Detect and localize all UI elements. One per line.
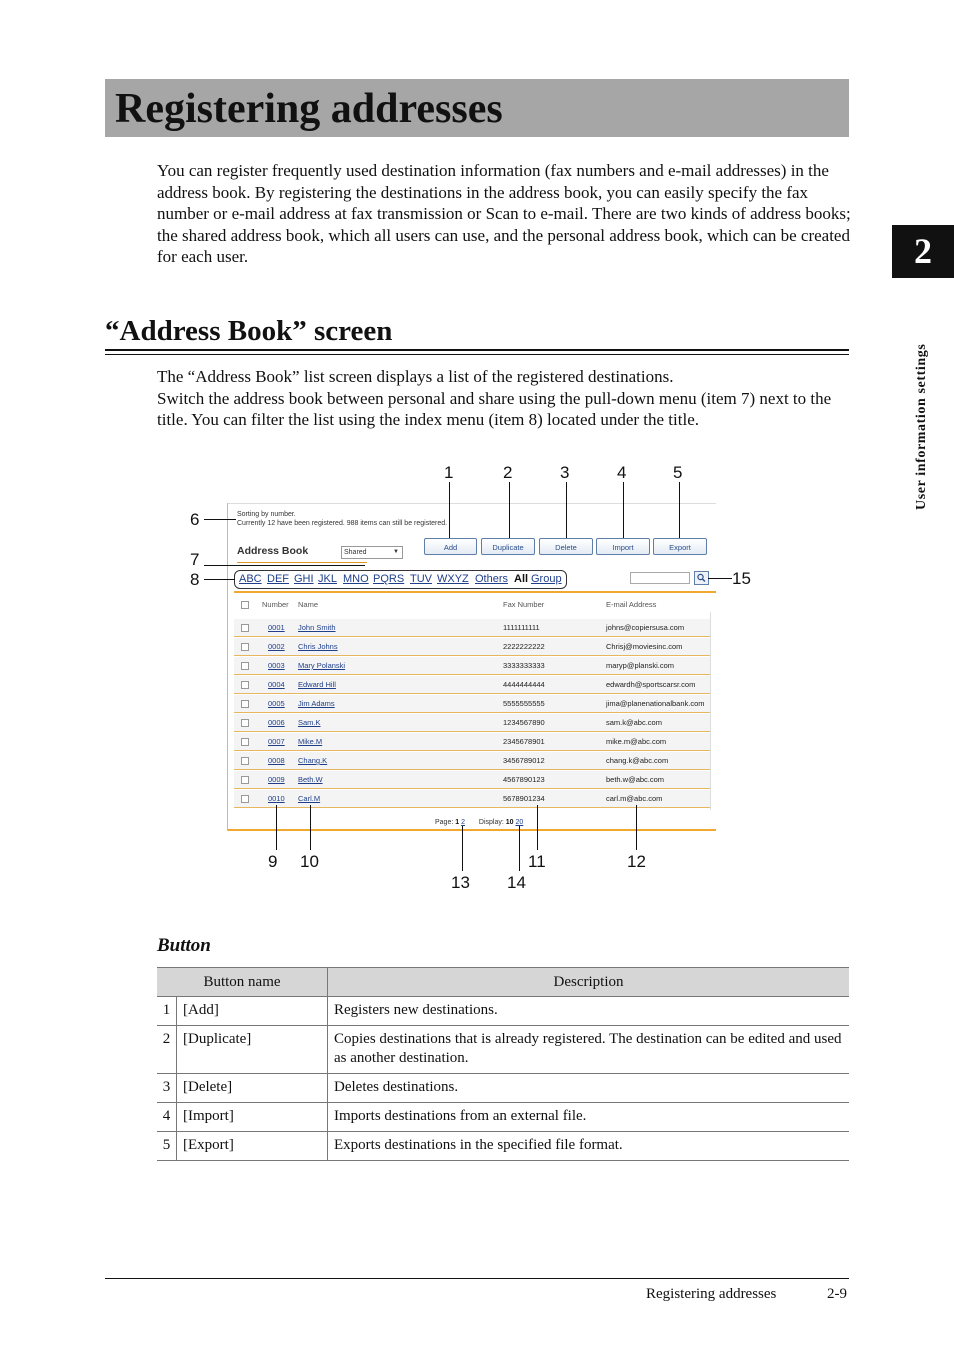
callout-15: 15 [732, 569, 751, 588]
row-divider [234, 731, 710, 732]
row-checkbox[interactable] [241, 757, 249, 765]
row-email: maryp@planski.com [606, 661, 675, 670]
callout-8: 8 [190, 570, 200, 589]
duplicate-button[interactable]: Duplicate [481, 538, 535, 555]
sort-status: Sorting by number. [237, 511, 296, 518]
row-checkbox[interactable] [241, 738, 249, 746]
callout-line-11 [537, 805, 538, 850]
callout-2: 2 [503, 463, 513, 482]
row-description: Imports destinations from an external file. [328, 1103, 850, 1132]
row-email: Chrisj@moviesinc.com [606, 642, 683, 651]
callout-10: 10 [300, 852, 319, 871]
row-email: chang.k@abc.com [606, 756, 669, 765]
footer-section: Registering addresses [646, 1286, 777, 1302]
callout-line-4 [623, 482, 624, 538]
row-name-link[interactable]: Chang.K [298, 756, 328, 765]
column-number[interactable]: Number [262, 600, 289, 609]
callout-line-1 [449, 482, 450, 538]
callout-12: 12 [627, 852, 646, 871]
screenshot-top-edge [228, 503, 716, 504]
row-divider [234, 769, 710, 770]
callout-line-10 [310, 805, 311, 850]
address-book-label: Address Book [237, 545, 309, 557]
row-divider [234, 788, 710, 789]
registration-status: Currently 12 have been registered. 988 items can still be registered. [237, 520, 448, 527]
row-number-link[interactable]: 0004 [268, 680, 285, 689]
row-email: beth.w@abc.com [606, 775, 665, 784]
chapter-tab: 2 [892, 225, 954, 278]
row-fax: 2345678901 [503, 737, 545, 746]
row-fax: 4567890123 [503, 775, 545, 784]
row-fax: 1111111111 [503, 623, 540, 632]
list-bottom-border [228, 829, 716, 831]
row-checkbox[interactable] [241, 776, 249, 784]
callout-1: 1 [444, 463, 454, 482]
callout-line-5 [679, 482, 680, 538]
row-fax: 5678901234 [503, 794, 545, 803]
index-jkl[interactable]: JKL [318, 573, 337, 585]
page-label: Page: [435, 819, 454, 826]
row-name-link[interactable]: Edward Hill [298, 680, 336, 689]
delete-button[interactable]: Delete [539, 538, 593, 555]
row-checkbox[interactable] [241, 795, 249, 803]
row-checkbox[interactable] [241, 643, 249, 651]
list-scrollbar[interactable] [710, 612, 717, 810]
row-number-link[interactable]: 0010 [268, 794, 285, 803]
index-wxyz[interactable]: WXYZ [437, 573, 469, 585]
table-row [157, 1026, 849, 1074]
callout-4: 4 [617, 463, 627, 482]
callout-line-2 [509, 482, 510, 538]
section-rule [105, 349, 849, 351]
table-row [157, 1074, 849, 1103]
callout-line-6 [204, 519, 236, 520]
index-group[interactable]: Group [531, 573, 562, 585]
row-name-link[interactable]: Carl.M [298, 794, 321, 803]
page-title: Registering addresses [115, 86, 503, 132]
row-divider [234, 693, 710, 694]
row-fax: 3333333333 [503, 661, 545, 670]
row-description: Deletes destinations. [328, 1074, 850, 1103]
row-name-link[interactable]: Mike.M [298, 737, 323, 746]
row-number-link[interactable]: 0002 [268, 642, 285, 651]
table-header-row [157, 968, 849, 997]
row-button-name: [Export] [177, 1132, 328, 1161]
section-text-1: The “Address Book” list screen displays a list of the registered destinations. [157, 367, 674, 386]
row-email: edwardh@sportscarsr.com [606, 680, 696, 689]
search-button[interactable] [694, 571, 709, 585]
row-email: sam.k@abc.com [606, 718, 662, 727]
callout-line-13 [462, 826, 463, 871]
section-text-2: Switch the address book between personal and share using the pull-down menu (item 7) next to the title. You can filter the list using the index menu (item 8) located under the title. [157, 388, 832, 429]
row-number-link[interactable]: 0005 [268, 699, 285, 708]
side-chapter-label: User information settings [914, 343, 929, 510]
search-icon [695, 572, 708, 584]
row-fax: 5555555555 [503, 699, 545, 708]
row-divider [234, 807, 710, 808]
index-all[interactable]: All [514, 573, 529, 585]
row-button-name: [Duplicate] [177, 1026, 328, 1074]
row-number-link[interactable]: 0009 [268, 775, 285, 784]
index-def[interactable]: DEF [267, 573, 289, 585]
row-divider [234, 655, 710, 656]
row-fax: 4444444444 [503, 680, 545, 689]
callout-line-9 [276, 805, 277, 850]
header-description: Description [328, 968, 850, 997]
callout-line-15 [708, 578, 732, 579]
row-checkbox[interactable] [241, 719, 249, 727]
import-button[interactable]: Import [596, 538, 650, 555]
row-number-link[interactable]: 0008 [268, 756, 285, 765]
row-name-link[interactable]: John Smith [298, 623, 336, 632]
index-others[interactable]: Others [475, 573, 509, 585]
intro-text: You can register frequently used destination information (fax numbers and e-mail addresses) in the address book. By registering the destinations in the address book, you can easily specify the fax number or e-mail address at fax transmission or Scan to e-mail. There are two kinds of address books; the shared address book, which all users can use, and the personal address book, which can be created for each user. [157, 161, 851, 266]
callout-5: 5 [673, 463, 683, 482]
row-email: jima@planenationalbank.com [606, 699, 705, 708]
address-book-select-value: Shared [344, 549, 367, 556]
callout-line-8 [204, 579, 235, 580]
list-top-border [234, 591, 716, 593]
export-button[interactable]: Export [653, 538, 707, 555]
row-divider [234, 674, 710, 675]
page-link-2[interactable]: 2 [461, 819, 466, 826]
search-input[interactable] [630, 572, 690, 584]
row-number: 4 [157, 1103, 177, 1132]
section-title: “Address Book” screen [105, 315, 393, 347]
table-row [157, 1132, 849, 1161]
row-number: 1 [157, 997, 177, 1026]
row-fax: 3456789012 [503, 756, 545, 765]
row-email: mike.m@abc.com [606, 737, 667, 746]
index-abc[interactable]: ABC [239, 573, 262, 585]
address-book-select[interactable] [341, 546, 403, 559]
row-divider [234, 636, 710, 637]
row-fax: 2222222222 [503, 642, 545, 651]
callout-line-7 [204, 565, 365, 566]
section-rule-thin [105, 354, 849, 355]
column-name[interactable]: Name [298, 600, 319, 609]
intro-paragraph [157, 160, 852, 268]
header-button-name: Button name [157, 968, 328, 997]
column-email[interactable]: E-mail Address [606, 600, 657, 609]
footer-rule [105, 1278, 849, 1279]
page-current: 1 [455, 819, 460, 826]
footer-page-number: 2-9 [827, 1286, 847, 1302]
callout-13: 13 [451, 873, 470, 892]
column-fax[interactable]: Fax Number [503, 600, 545, 609]
row-description: Copies destinations that is already registered. The destination can be edited and used as another destination. [328, 1026, 850, 1074]
callout-14: 14 [507, 873, 526, 892]
row-button-name: [Add] [177, 997, 328, 1026]
chevron-down-icon: ▼ [393, 549, 399, 555]
select-all-checkbox[interactable] [241, 601, 249, 609]
add-button[interactable]: Add [424, 538, 477, 555]
row-number: 2 [157, 1026, 177, 1074]
callout-line-12 [636, 805, 637, 850]
callout-line-3 [566, 482, 567, 538]
row-checkbox[interactable] [241, 681, 249, 689]
section-paragraph [157, 366, 852, 431]
index-ghi[interactable]: GHI [294, 573, 314, 585]
row-number-link[interactable]: 0001 [268, 623, 285, 632]
callout-11: 11 [528, 852, 546, 871]
row-name-link[interactable]: Jim Adams [298, 699, 335, 708]
row-name-link[interactable]: Mary Polanski [298, 661, 346, 670]
callout-3: 3 [560, 463, 570, 482]
row-number: 5 [157, 1132, 177, 1161]
row-email: carl.m@abc.com [606, 794, 663, 803]
row-number-link[interactable]: 0003 [268, 661, 285, 670]
callout-7: 7 [190, 550, 200, 569]
display-current: 10 [505, 819, 514, 826]
row-number-link[interactable]: 0006 [268, 718, 285, 727]
row-checkbox[interactable] [241, 662, 249, 670]
row-divider [234, 750, 710, 751]
button-table [157, 967, 849, 1161]
callout-line-14 [519, 826, 520, 871]
index-pqrs[interactable]: PQRS [373, 573, 405, 585]
index-tuv[interactable]: TUV [410, 573, 432, 585]
row-number: 3 [157, 1074, 177, 1103]
screenshot-frame [227, 503, 228, 831]
row-description: Registers new destinations. [328, 997, 850, 1026]
row-name-link[interactable]: Beth.W [298, 775, 323, 784]
display-link-20[interactable]: 20 [515, 819, 524, 826]
row-divider [234, 712, 710, 713]
button-section-heading: Button [157, 935, 211, 956]
row-fax: 1234567890 [503, 718, 545, 727]
row-description: Exports destinations in the specified file format. [328, 1132, 850, 1161]
display-label: Display: [478, 819, 504, 826]
callout-9: 9 [268, 852, 278, 871]
table-row [157, 997, 849, 1026]
title-underline [237, 562, 367, 563]
pager [435, 819, 523, 826]
table-row [157, 1103, 849, 1132]
row-checkbox[interactable] [241, 624, 249, 632]
row-email: johns@copiersusa.com [606, 623, 685, 632]
row-button-name: [Delete] [177, 1074, 328, 1103]
row-number-link[interactable]: 0007 [268, 737, 285, 746]
row-name-link[interactable]: Chris Johns [298, 642, 338, 651]
callout-6: 6 [190, 510, 200, 529]
row-button-name: [Import] [177, 1103, 328, 1132]
row-name-link[interactable]: Sam.K [298, 718, 321, 727]
index-mno[interactable]: MNO [343, 573, 369, 585]
row-checkbox[interactable] [241, 700, 249, 708]
